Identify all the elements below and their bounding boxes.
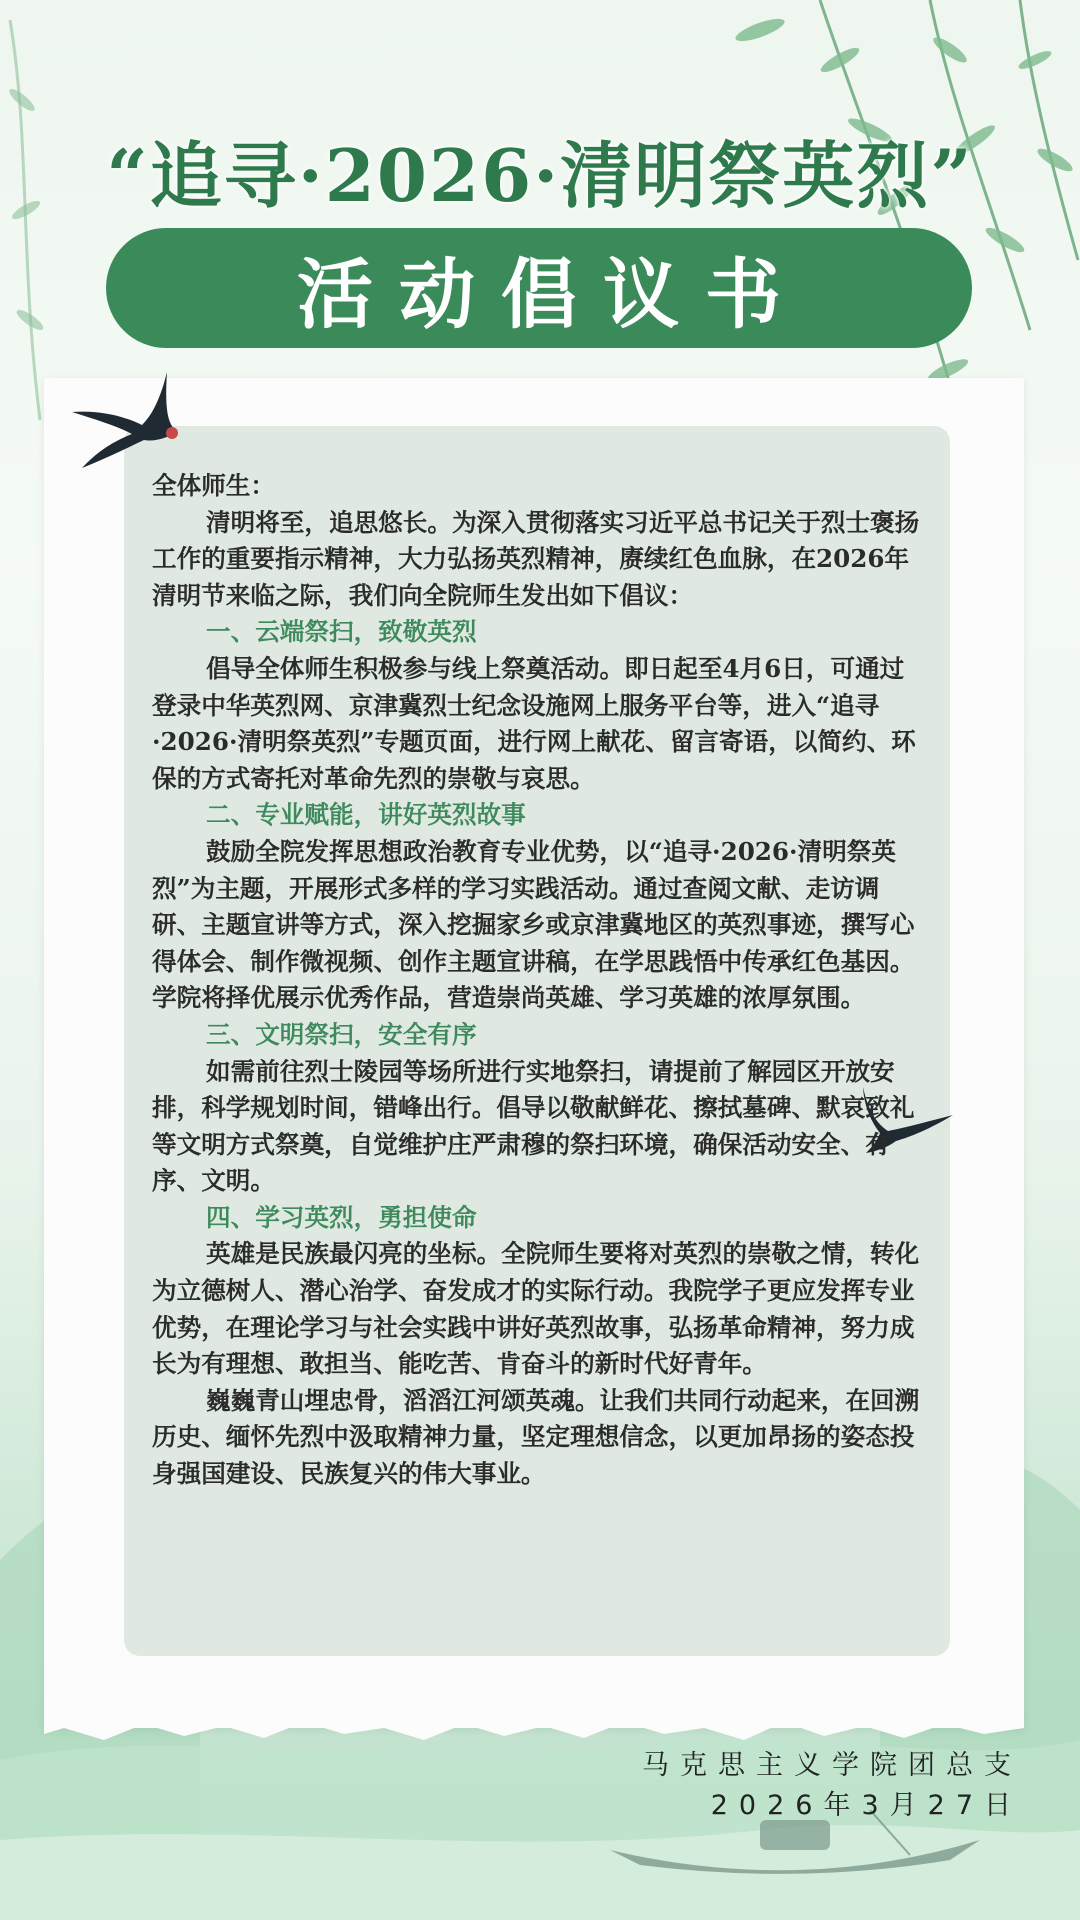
intro-paragraph: 清明将至，追思悠长。为深入贯彻落实习近平总书记关于烈士褒扬工作的重要指示精神，大力弘扬英烈精神，赓续红色血脉，在2026年清明节来临之际，我们向全院师生发出如下倡议：: [152, 507, 920, 610]
section-body: 如需前往烈士陵园等场所进行实地祭扫，请提前了解园区开放安排，科学规划时间，错峰出行。倡导以敬献鲜花、擦拭墓碑、默哀致礼等文明方式祭奠，自觉维护庄严肃穆的祭扫环境，确保活动安全、有序、文明。: [152, 1056, 915, 1196]
signature-block: [642, 1746, 1022, 1826]
page-title: “追寻·2026·清明祭英烈”: [106, 133, 974, 218]
closing-paragraph: 巍巍青山埋忠骨，滔滔江河颂英魂。让我们共同行动起来，在回溯历史、缅怀先烈中汲取精神力量，坚定理想信念，以更加昂扬的姿态投身强国建设、民族复兴的伟大事业。: [152, 1385, 920, 1489]
title-banner: [106, 228, 972, 348]
section-body: 倡导全体师生积极参与线上祭奠活动。即日起至4月6日，可通过登录中华英烈网、京津冀烈士纪念设施网上服务平台等，进入“追寻·2026·清明祭英烈”专题页面，进行网上献花、留言寄语，以简约、环保的方式寄托对革命先烈的崇敬与哀思。: [152, 653, 916, 793]
signature-date: 2026年3月27日: [710, 1790, 1022, 1821]
swallow-icon: [72, 370, 187, 470]
salutation: 全体师生：: [152, 471, 275, 500]
banner-text: 活动倡议书: [297, 249, 807, 339]
section-heading: 一、云端祭扫，致敬英烈: [206, 617, 477, 647]
section-heading: 二、专业赋能，讲好英烈故事: [206, 800, 526, 830]
section-heading: 三、文明祭扫，安全有序: [206, 1019, 477, 1049]
letter-body: [152, 468, 924, 1493]
section-heading: 四、学习英烈，勇担使命: [206, 1202, 477, 1232]
section-body: 英雄是民族最闪亮的坐标。全院师生要将对英烈的崇敬之情，转化为立德树人、潜心治学、奋发成才的实际行动。我院学子更应发挥专业优势，在理论学习与社会实践中讲好英烈故事，弘扬革命精神，努力成长为有理想、敢担当、能吃苦、肯奋斗的新时代好青年。: [152, 1239, 920, 1379]
signature-org: 马克思主义学院团总支: [642, 1750, 1022, 1781]
section-body: 鼓励全院发挥思想政治教育专业优势，以“追寻·2026·清明祭英烈”为主题，开展形式多样的学习实践活动。通过查阅文献、走访调研、主题宣讲等方式，深入挖掘家乡或京津冀地区的英烈事迹，撰写心得体会、制作微视频、创作主题宣讲稿，在学思践悟中传承红色基因。学院将择优展示优秀作品，营造崇尚英雄、学习英雄的浓厚氛围。: [152, 836, 915, 1013]
